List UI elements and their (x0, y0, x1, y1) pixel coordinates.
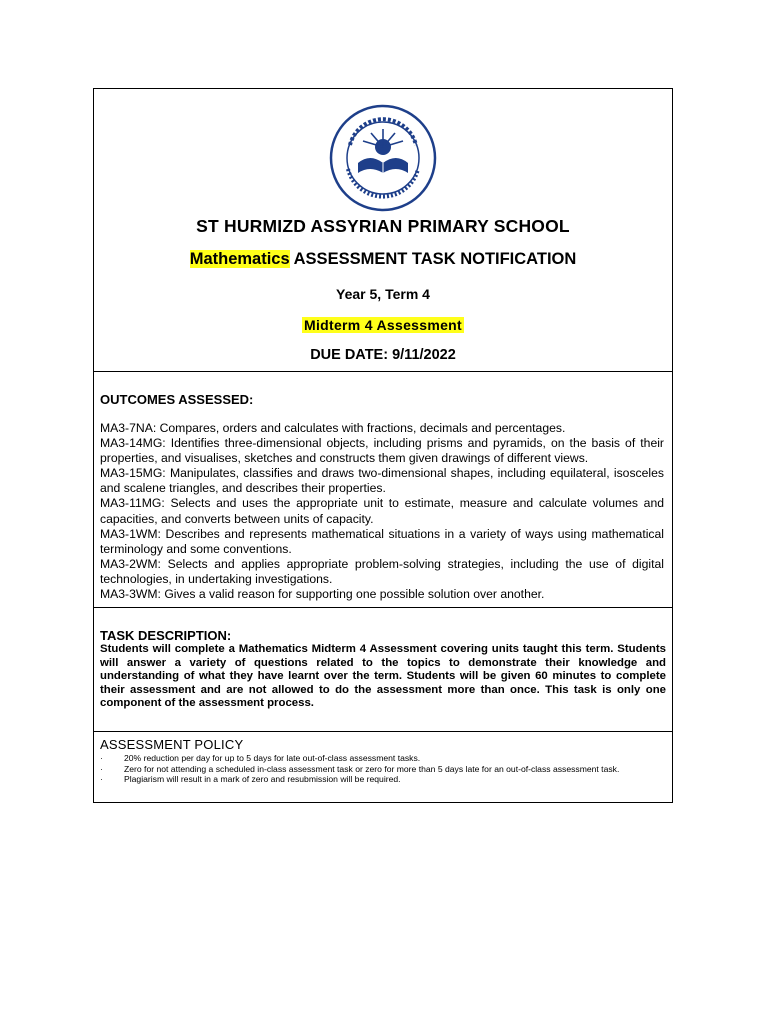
task-description-section (94, 608, 672, 732)
assessment-policy-section (94, 732, 672, 804)
notification-label: ASSESSMENT TASK NOTIFICATION (293, 250, 577, 268)
policy-item (100, 774, 652, 785)
notification-title (94, 250, 672, 269)
policy-text: Zero for not attending a scheduled in-class assessment task or zero for more than 5 days late for an out-of-class assessment task. (124, 763, 620, 774)
outcome-item: MA3-11MG: Selects and uses the appropriate unit to estimate, measure and calculate volumes and capacities, and converts between units of capacity. (100, 496, 664, 526)
task-body: Students will complete a Mathematics Midterm 4 Assessment covering units taught this term. Students will answer a variety of questions related to the topics to demonstrate their knowledge and understanding of what they have learnt over the term. Students will be given 60 minutes to complete their assessment and are not allowed to do the assessment more than once. This task is only one component of the assessment process. (100, 643, 666, 710)
outcome-item: MA3-15MG: Manipulates, classifies and draws two-dimensional shapes, including equilateral, isosceles and scalene triangles, and describes their properties. (100, 466, 664, 496)
outcome-item: MA3-7NA: Compares, orders and calculates with fractions, decimals and percentages. (100, 421, 566, 435)
bullet-icon: · (100, 763, 103, 774)
assessment-notification-form (93, 88, 673, 803)
outcome-item: MA3-1WM: Describes and represents mathematical situations in a variety of ways using mathematical terminology and some conventions. (100, 526, 664, 556)
policy-list (100, 753, 652, 785)
outcomes-list (100, 421, 664, 602)
header-section (94, 89, 672, 372)
policy-text: 20% reduction per day for up to 5 days for late out-of-class assessment tasks. (124, 753, 421, 763)
year-term: Year 5, Term 4 (336, 286, 430, 302)
outcome-item: MA3-14MG: Identifies three-dimensional objects, including prisms and pyramids, on the basis of their properties, and visualises, sketches and constructs them given drawings of different views. (100, 436, 664, 466)
assessment-name (94, 317, 672, 333)
subject-highlight: Mathematics (189, 250, 290, 268)
outcome-item: MA3-2WM: Selects and applies appropriate problem-solving strategies, including the use of digital technologies, in undertaking investigations. (100, 556, 664, 586)
outcomes-heading: OUTCOMES ASSESSED: (100, 392, 254, 407)
policy-heading: ASSESSMENT POLICY (100, 737, 244, 752)
policy-item (100, 753, 652, 764)
policy-text: Plagiarism will result in a mark of zero and resubmission will be required. (124, 774, 401, 784)
outcome-item: MA3-3WM: Gives a valid reason for supporting one possible solution over another. (100, 587, 545, 602)
due-date: DUE DATE: 9/11/2022 (310, 347, 456, 363)
school-logo (328, 103, 438, 213)
school-name: ST HURMIZD ASSYRIAN PRIMARY SCHOOL (196, 216, 570, 236)
outcomes-section (94, 372, 672, 608)
assessment-name-highlight: Midterm 4 Assessment (304, 317, 462, 333)
bullet-icon: · (100, 753, 103, 763)
policy-item (100, 764, 652, 775)
task-heading: TASK DESCRIPTION: (100, 628, 232, 643)
bullet-icon: · (100, 774, 103, 784)
